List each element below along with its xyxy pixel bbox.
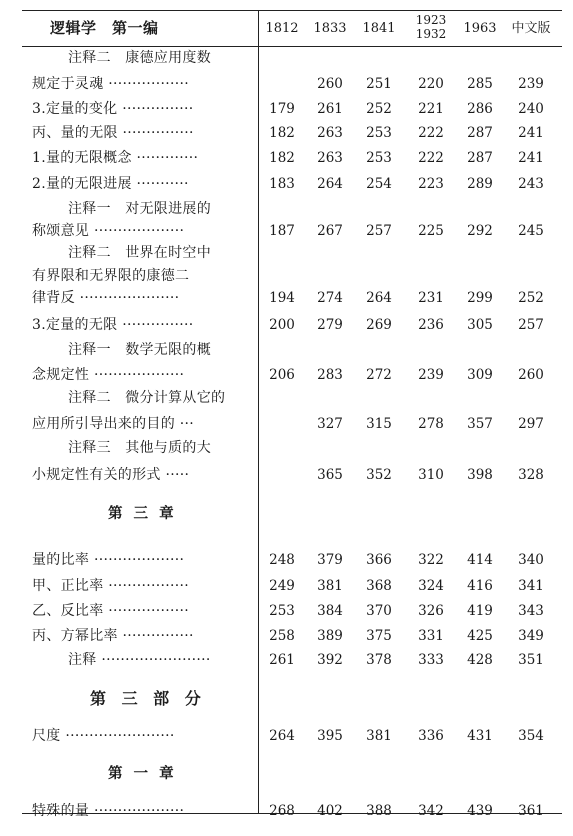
page-number-1963: 289 [467,176,493,192]
page-number-1841: 378 [366,652,392,668]
column-header-1812: 1812 [265,21,299,36]
page-number-1833: 274 [317,290,343,306]
page-number-1963: 428 [467,652,493,668]
page-number-1833: 392 [317,652,343,668]
page-number-1841: 272 [366,367,392,383]
page-number-chinese-edition: 252 [518,290,544,306]
page-number-1963: 414 [467,552,493,568]
page-number-1841: 366 [366,552,392,568]
toc-note-line: 注释二 微分计算从它的 [68,390,226,406]
page-number-chinese-edition: 328 [518,467,544,483]
page-number-1833: 263 [317,150,343,166]
page-number-1833: 283 [317,367,343,383]
toc-entry-line: 应用所引导出来的目的 ··· [32,416,194,432]
toc-entry-line: 3.定量的变化 ··············· [32,101,194,117]
page-number-1923-1932: 331 [418,628,444,644]
page-number-1923-1932: 222 [418,150,444,166]
page-number-1963: 425 [467,628,493,644]
page-number-1923-1932: 336 [418,728,444,744]
toc-entry-line: 1.量的无限概念 ············· [32,150,199,166]
page-number-1841: 251 [366,76,392,92]
toc-entry-line: 量的比率 ··················· [32,552,185,568]
page-number-1923-1932: 239 [418,367,444,383]
header-top-rule [22,10,562,11]
column-header-year-1: 1932 [415,27,447,41]
page-number-chinese-edition: 361 [518,803,544,819]
page-number-chinese-edition: 241 [518,150,544,166]
page-number-1812: 179 [269,101,295,117]
page-number-1923-1932: 322 [418,552,444,568]
page-number-1812: 200 [269,317,295,333]
page-number-chinese-edition: 241 [518,125,544,141]
toc-entry-line: 称颂意见 ··················· [32,223,185,239]
page-number-1923-1932: 231 [418,290,444,306]
page-number-1923-1932: 221 [418,101,444,117]
page-number-1812: 248 [269,552,295,568]
page-number-1833: 260 [317,76,343,92]
toc-entry-line: 特殊的量 ··················· [32,803,185,819]
page-number-chinese-edition: 239 [518,76,544,92]
page-number-1833: 379 [317,552,343,568]
page-number-1923-1932: 333 [418,652,444,668]
page-number-1812: 206 [269,367,295,383]
page-number-1963: 285 [467,76,493,92]
page-number-chinese-edition: 343 [518,603,544,619]
page-number-1833: 389 [317,628,343,644]
page-number-1963: 305 [467,317,493,333]
part-heading: 第 三 部 分 [90,689,206,708]
page-number-chinese-edition: 260 [518,367,544,383]
page-number-chinese-edition: 245 [518,223,544,239]
page-number-1841: 254 [366,176,392,192]
column-header-1923-1932-line [406,13,456,41]
page-number-1812: 187 [269,223,295,239]
table-title: 逻辑学 第一编 [50,19,159,37]
page-number-1923-1932: 222 [418,125,444,141]
page-number-chinese-edition: 240 [518,101,544,117]
page-number-1963: 419 [467,603,493,619]
page-number-1841: 388 [366,803,392,819]
page-number-1833: 384 [317,603,343,619]
page-number-1833: 267 [317,223,343,239]
toc-entry-line: 小规定性有关的形式 ····· [32,467,190,483]
page-number-1841: 375 [366,628,392,644]
toc-note-line: 注释一 对无限进展的 [68,201,211,217]
page-number-1833: 261 [317,101,343,117]
page-number-1963: 299 [467,290,493,306]
page-number-1841: 257 [366,223,392,239]
page-number-1963: 287 [467,150,493,166]
page-number-1923-1932: 236 [418,317,444,333]
toc-entry-line: 念规定性 ··················· [32,367,185,383]
chapter-heading: 第 一 章 [108,765,177,782]
chapter-heading: 第 三 章 [108,505,177,522]
toc-entry-line: 丙、方幂比率 ··············· [32,628,194,644]
toc-entry-line: 3.定量的无限 ··············· [32,317,194,333]
page-number-1812: 261 [269,652,295,668]
toc-entry-line: 规定于灵魂 ················· [32,76,190,92]
page-number-1963: 287 [467,125,493,141]
page-number-1812: 182 [269,150,295,166]
page-number-1841: 352 [366,467,392,483]
toc-note-line: 注释 ······················· [68,652,211,668]
page-number-1841: 368 [366,578,392,594]
page-number-1833: 264 [317,176,343,192]
page-number-1812: 253 [269,603,295,619]
page-number-1812: 264 [269,728,295,744]
page-number-1833: 395 [317,728,343,744]
page-number-1963: 357 [467,416,493,432]
page-number-chinese-edition: 341 [518,578,544,594]
page-number-1963: 286 [467,101,493,117]
page-number-1923-1932: 278 [418,416,444,432]
toc-entry-line: 尺度 ······················· [32,728,175,744]
page-number-chinese-edition: 257 [518,317,544,333]
page-number-1923-1932: 220 [418,76,444,92]
page-number-1833: 279 [317,317,343,333]
page-number-1812: 183 [269,176,295,192]
column-header-1963: 1963 [463,21,497,36]
page-number-1841: 315 [366,416,392,432]
page-number-1812: 249 [269,578,295,594]
page-number-1923-1932: 225 [418,223,444,239]
page-number-1963: 398 [467,467,493,483]
page-number-chinese-edition: 351 [518,652,544,668]
page-number-1841: 381 [366,728,392,744]
toc-note-line: 注释一 数学无限的概 [68,342,211,358]
toc-entry-line: 丙、量的无限 ··············· [32,125,194,141]
page-number-1923-1932: 310 [418,467,444,483]
page-number-1923-1932: 326 [418,603,444,619]
toc-entry-line: 有界限和无界限的康德二 [32,268,190,284]
toc-note-line: 注释二 世界在时空中 [68,245,211,261]
page-number-1833: 327 [317,416,343,432]
page-number-chinese-edition: 297 [518,416,544,432]
header-bottom-rule [22,46,562,47]
page-number-1833: 402 [317,803,343,819]
column-header-1833: 1833 [313,21,347,36]
page-number-1963: 431 [467,728,493,744]
page-number-1923-1932: 324 [418,578,444,594]
page-number-1841: 370 [366,603,392,619]
toc-entry-line: 乙、反比率 ················· [32,603,190,619]
page-number-1963: 439 [467,803,493,819]
page-number-1812: 182 [269,125,295,141]
page-number-1923-1932: 223 [418,176,444,192]
page-number-1963: 416 [467,578,493,594]
toc-note-line: 注释二 康德应用度数 [68,50,211,66]
page-number-1841: 269 [366,317,392,333]
toc-entry-line: 律背反 ····················· [32,290,180,306]
page-number-1841: 264 [366,290,392,306]
page-number-1963: 292 [467,223,493,239]
toc-entry-line: 甲、正比率 ················· [32,578,190,594]
page-number-1833: 381 [317,578,343,594]
column-header-1841: 1841 [362,21,396,36]
toc-note-line: 注释三 其他与质的大 [68,440,211,456]
page-number-1841: 252 [366,101,392,117]
page-number-chinese-edition: 354 [518,728,544,744]
column-header-chinese-edition: 中文版 [511,21,551,36]
page-number-1963: 309 [467,367,493,383]
page-number-1833: 365 [317,467,343,483]
page-number-1812: 268 [269,803,295,819]
page-number-chinese-edition: 340 [518,552,544,568]
page-number-1841: 253 [366,150,392,166]
page-number-1923-1932: 342 [418,803,444,819]
column-header-1923-1932 [406,13,456,41]
toc-entry-line: 2.量的无限进展 ··········· [32,176,189,192]
page-number-1833: 263 [317,125,343,141]
page-number-1812: 258 [269,628,295,644]
page-number-1812: 194 [269,290,295,306]
column-header-year-0: 1923 [415,13,447,27]
page-number-1841: 253 [366,125,392,141]
page-number-chinese-edition: 349 [518,628,544,644]
page-number-chinese-edition: 243 [518,176,544,192]
